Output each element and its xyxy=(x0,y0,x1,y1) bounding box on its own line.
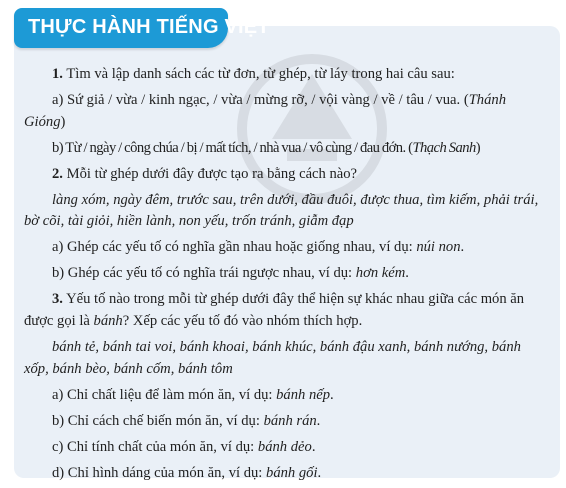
question-3-item-a xyxy=(24,385,544,407)
section-title: THỰC HÀNH TIẾNG VIỆT xyxy=(28,16,270,38)
item-text: a) Ghép các yếu tố có nghĩa gần nhau hoặc giống nhau, ví dụ: xyxy=(52,239,417,256)
item-text: a) Sứ giả / vừa / kinh ngạc, / vừa / mừng rỡ, / vội vàng / về / tâu / vua. ( xyxy=(52,91,469,108)
item-text: ) xyxy=(475,139,481,156)
item-text: d) Chỉ hình dáng của món ăn, ví dụ: xyxy=(52,464,267,481)
keyword: bánh xyxy=(93,313,123,330)
question-number: 2. xyxy=(52,165,63,182)
section-header xyxy=(14,8,270,48)
punctuation: . xyxy=(405,265,409,282)
question-3 xyxy=(24,289,544,333)
question-number: 1. xyxy=(52,66,63,82)
example-word: bánh rán xyxy=(263,412,317,429)
question-text: Mỗi từ ghép dưới đây được tạo ra bằng cách nào? xyxy=(66,165,358,182)
item-text: c) Chỉ tính chất của món ăn, ví dụ: xyxy=(52,438,258,455)
punctuation: . xyxy=(460,239,465,256)
question-2-item-b xyxy=(24,263,544,285)
question-number: 3. xyxy=(52,291,63,308)
example-word: bánh nếp xyxy=(276,386,331,403)
punctuation: . xyxy=(330,386,334,403)
item-line xyxy=(52,140,480,156)
example-word: hơn kém xyxy=(355,265,406,282)
question-2-item-a xyxy=(24,237,544,259)
question-3-item-c xyxy=(24,437,544,459)
item-text: ) xyxy=(60,113,66,130)
question-2-word-list: làng xóm, ngày đêm, trước sau, trên dưới, đầu đuôi, được thua, tìm kiếm, phải trái, bờ cõi, tài giỏi, hiền lành, non yếu, trốn tránh, giẫm đạp xyxy=(24,191,539,230)
question-2 xyxy=(24,164,544,186)
question-1 xyxy=(24,64,544,86)
question-3-item-d xyxy=(24,463,544,485)
item-text: b) Từ / ngày / công chúa / bị / mất tích, / nhà vua / vô cùng / đau đớn. ( xyxy=(52,139,413,156)
example-word: núi non xyxy=(416,239,461,256)
question-text: ? Xếp các yếu tố đó vào nhóm thích hợp. xyxy=(122,313,363,330)
exercise-content xyxy=(24,64,544,488)
item-text: b) Ghép các yếu tố có nghĩa trái ngược nhau, ví dụ: xyxy=(52,265,356,282)
question-1-item-b xyxy=(24,138,544,160)
punctuation: . xyxy=(317,464,322,481)
source-title: Thánh Gióng xyxy=(24,91,506,130)
question-1-item-a xyxy=(24,90,544,134)
question-3-item-b xyxy=(24,411,544,433)
question-text: Yếu tố nào trong mỗi từ ghép dưới đây thể hiện sự khác nhau giữa các món ăn được gọi là xyxy=(24,291,525,330)
source-title: Thạch Sanh xyxy=(412,139,476,156)
example-word: bánh gối xyxy=(266,464,318,481)
example-word: bánh dẻo xyxy=(257,438,312,455)
item-text: a) Chỉ chất liệu để làm món ăn, ví dụ: xyxy=(52,386,277,403)
question-3-word-list: bánh tẻ, bánh tai voi, bánh khoai, bánh khúc, bánh đậu xanh, bánh nướng, bánh xốp, bánh bèo, bánh cốm, bánh tôm xyxy=(24,338,521,377)
item-text: b) Chỉ cách chế biến món ăn, ví dụ: xyxy=(52,412,264,429)
question-text: Tìm và lập danh sách các từ đơn, từ ghép, từ láy trong hai câu sau: xyxy=(66,66,455,82)
punctuation: . xyxy=(311,438,316,455)
punctuation: . xyxy=(316,412,321,429)
